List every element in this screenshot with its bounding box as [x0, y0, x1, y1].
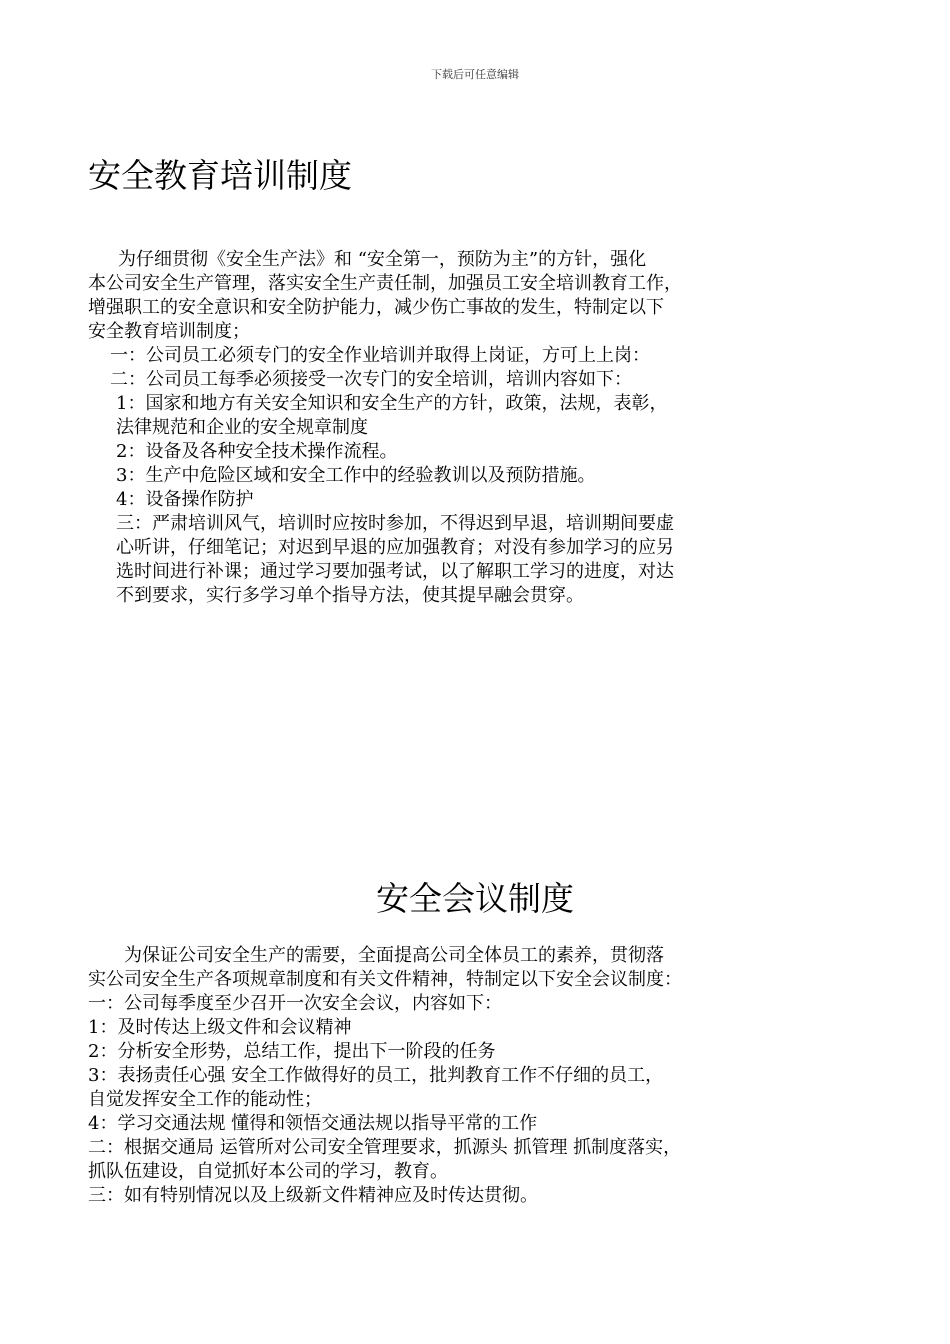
- paragraph-line: 选时间进行补课；通过学习要加强考试，以了解职工学习的进度，对达: [116, 561, 674, 582]
- paragraph-line: 法律规范和企业的安全规章制度: [116, 417, 368, 438]
- paragraph-line: 2：分析安全形势，总结工作，提出下一阶段的任务: [88, 1041, 496, 1062]
- paragraph-line: 4：设备操作防护: [116, 489, 254, 510]
- paragraph-line: 实公司安全生产各项规章制度和有关文件精神，特制定以下安全会议制度：: [88, 969, 682, 990]
- paragraph-line: 本公司安全生产管理，落实安全生产责任制，加强员工安全培训教育工作，: [88, 273, 682, 294]
- paragraph-line: 抓队伍建设，自觉抓好本公司的学习，教育。: [88, 1161, 448, 1182]
- paragraph-line: 三：如有特别情况以及上级新文件精神应及时传达贯彻。: [88, 1185, 538, 1206]
- paragraph-line: 3：生产中危险区域和安全工作中的经验教训以及预防措施。: [116, 465, 596, 486]
- paragraph-line: 安全教育培训制度；: [88, 321, 250, 342]
- page-header: 下载后可任意编辑: [431, 68, 519, 81]
- paragraph-line: 4：学习交通法规 懂得和领悟交通法规以指导平常的工作: [88, 1113, 538, 1134]
- paragraph-line: 不到要求，实行多学习单个指导方法，使其提早融会贯穿。: [116, 585, 584, 606]
- section1-body: [88, 248, 828, 608]
- paragraph-line: 2：设备及各种安全技术操作流程。: [116, 441, 398, 462]
- paragraph-line: 为仔细贯彻《安全生产法》和 “安全第一，预防为主”的方针，强化: [118, 249, 647, 270]
- section2-title: 安全会议制度: [376, 879, 574, 918]
- paragraph-line: 一：公司每季度至少召开一次安全会议，内容如下：: [88, 993, 502, 1014]
- section2-body: [88, 944, 828, 1208]
- paragraph-line: 三：严肃培训风气，培训时应按时参加，不得迟到早退，培训期间要虚: [116, 513, 674, 534]
- paragraph-line: 3：表扬责任心强 安全工作做得好的员工，批判教育工作不仔细的员工，: [88, 1065, 664, 1086]
- paragraph-line: 二：公司员工每季必须接受一次专门的安全培训，培训内容如下：: [110, 369, 632, 390]
- paragraph-line: 1：国家和地方有关安全知识和安全生产的方针，政策，法规，表彰，: [116, 393, 668, 414]
- paragraph-line: 一：公司员工必须专门的安全作业培训并取得上岗证，方可上上岗：: [110, 345, 650, 366]
- paragraph-line: 增强职工的安全意识和安全防护能力，减少伤亡事故的发生，特制定以下: [88, 297, 664, 318]
- paragraph-line: 为保证公司安全生产的需要，全面提高公司全体员工的素养，贯彻落: [124, 945, 664, 966]
- paragraph-line: 二：根据交通局 运管所对公司安全管理要求，抓源头 抓管理 抓制度落实，: [88, 1137, 682, 1158]
- paragraph-line: 1：及时传达上级文件和会议精神: [88, 1017, 352, 1038]
- paragraph-line: 自觉发挥安全工作的能动性；: [88, 1089, 322, 1110]
- paragraph-line: 心听讲，仔细笔记；对迟到早退的应加强教育；对没有参加学习的应另: [116, 537, 674, 558]
- section1-title: 安全教育培训制度: [88, 156, 352, 195]
